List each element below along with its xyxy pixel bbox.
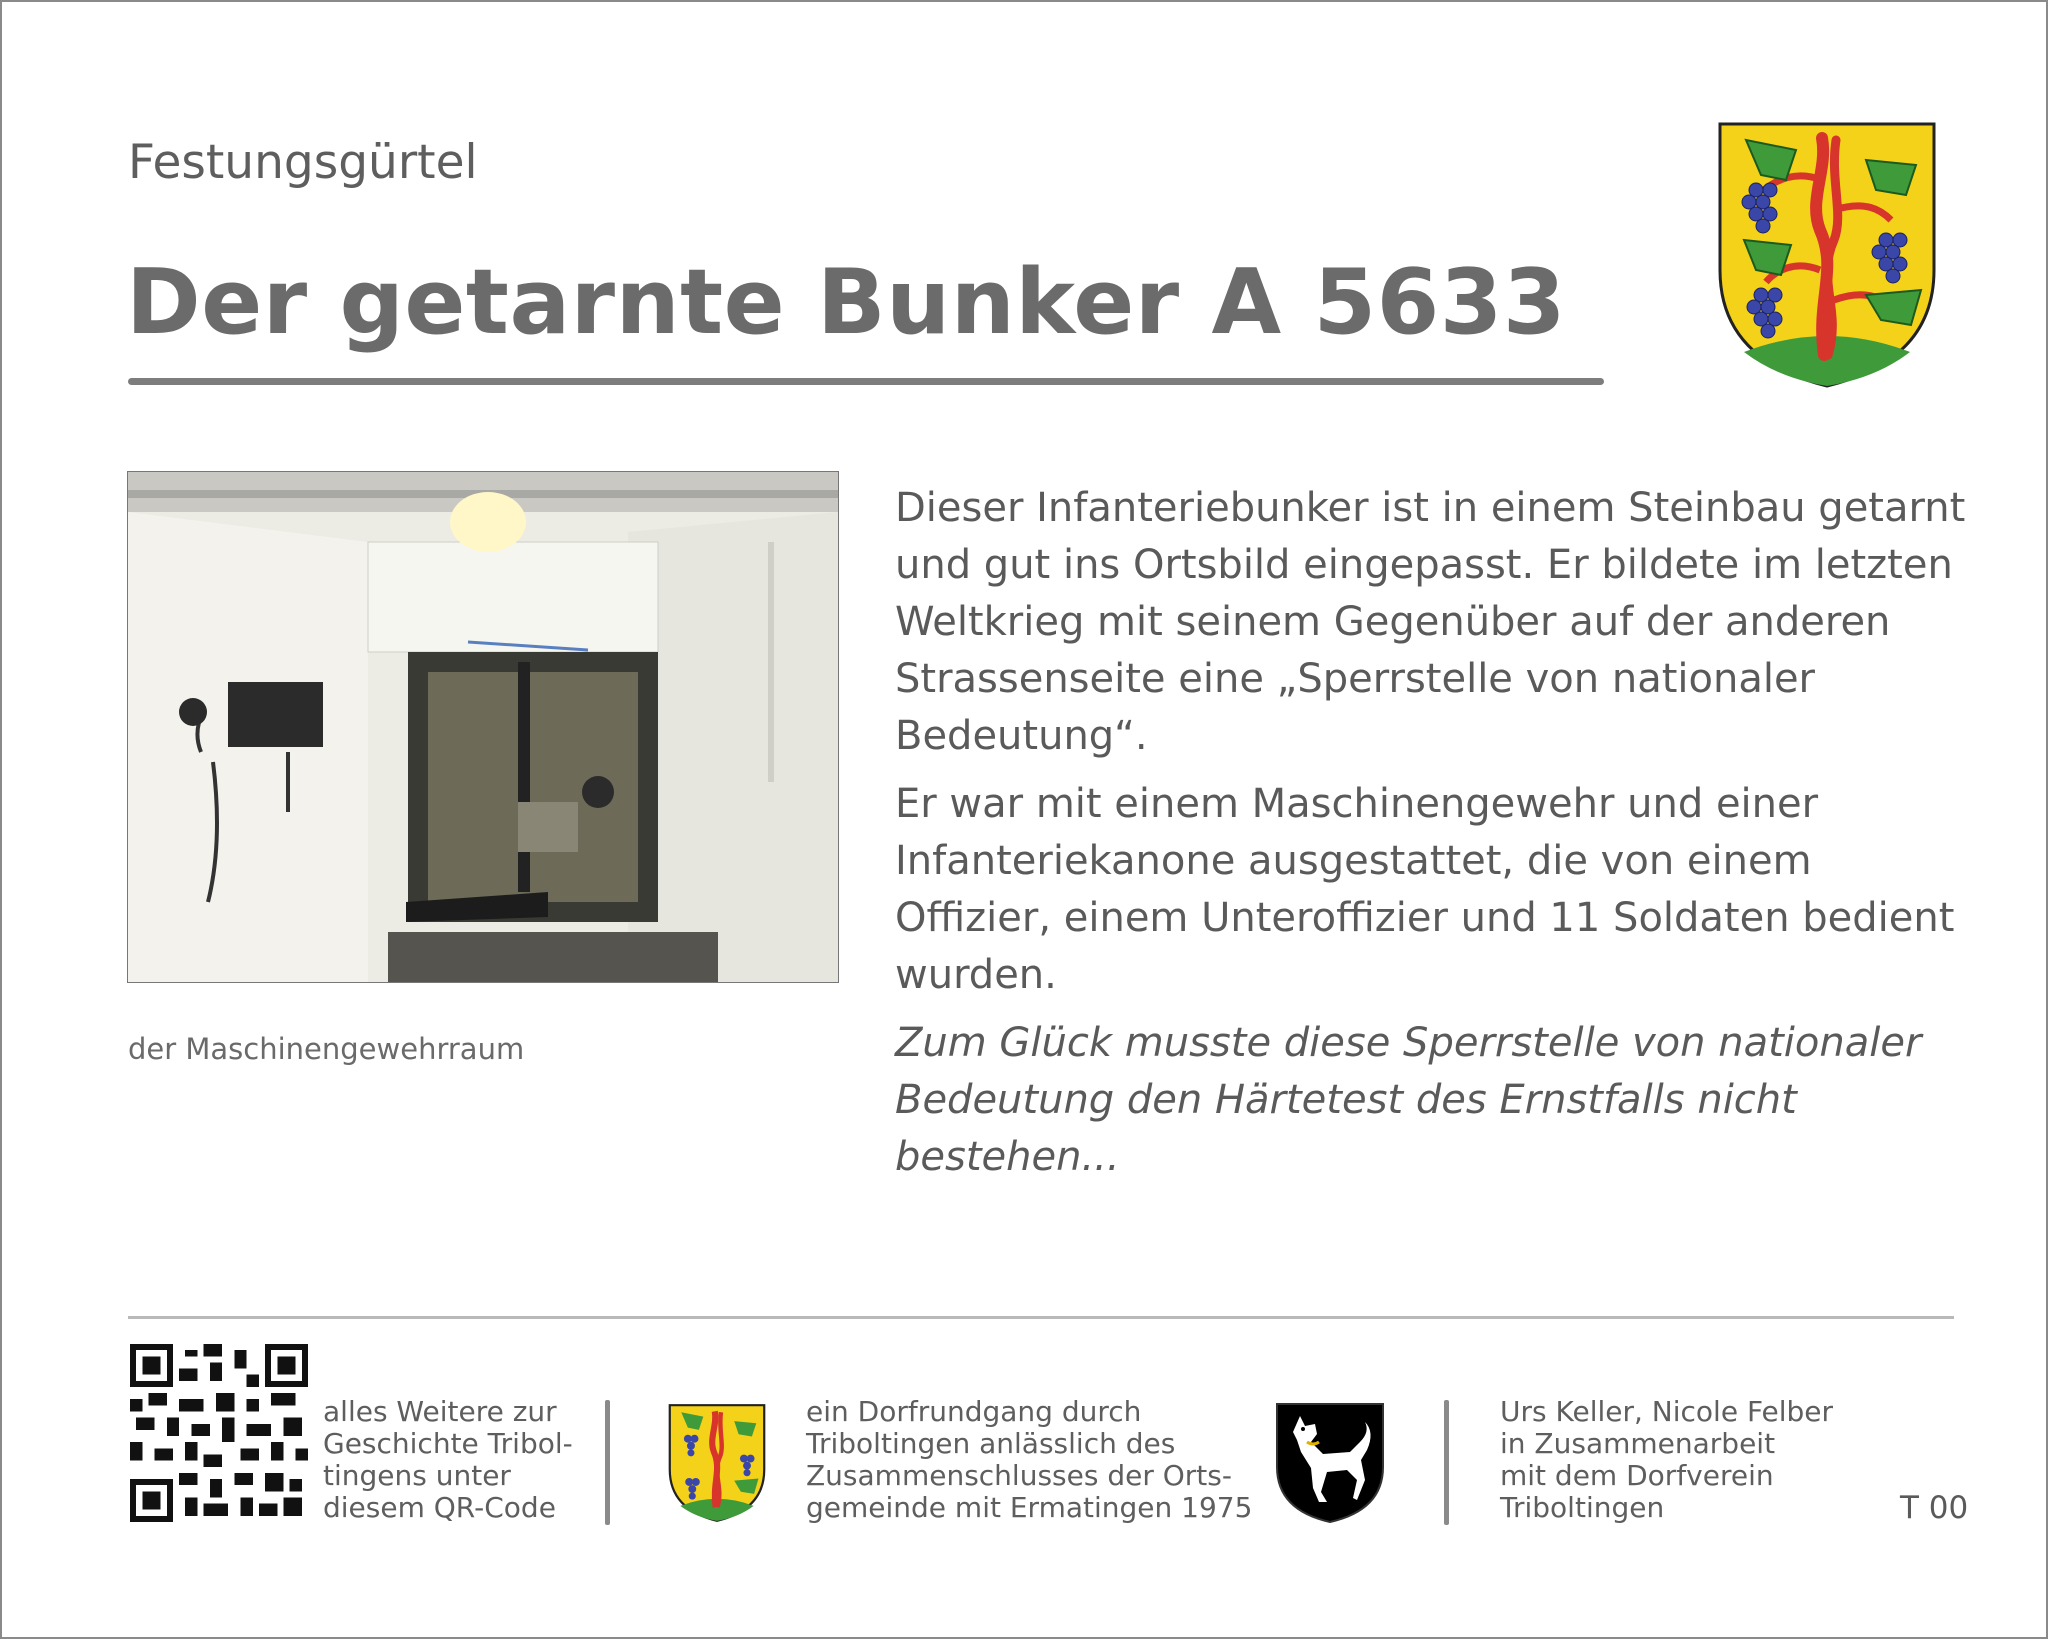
title-divider [128, 378, 1604, 385]
paragraph-1: Dieser Infanteriebunker ist in einem Steinbau getarnt und gut ins Ortsbild eingepasst. Er bildete im letzten Weltkrieg mit seinem Gegenüber auf der anderen Strassenseite eine „Sperrstelle von nationaler Bedeutung“. [895, 485, 1966, 759]
footer-divider [128, 1316, 1954, 1319]
paragraph-3: Zum Glück musste diese Sperrstelle von nationaler Bedeutung den Härtetest des Ernstfalls nicht bestehen... [895, 1020, 1922, 1180]
page-title: Der getarnte Bunker A 5633 [126, 250, 1566, 355]
body-text [895, 480, 1975, 1197]
footer-separator-2 [1444, 1400, 1449, 1525]
qr-text: alles Weitere zur Geschichte Tribol- tingens unter diesem QR-Code [323, 1395, 573, 1524]
credits-text: Urs Keller, Nicole Felber in Zusammenarbeit mit dem Dorfverein Triboltingen [1500, 1395, 1834, 1524]
sign-code: T 00 [1900, 1490, 1969, 1526]
tour-text: ein Dorfrundgang durch Triboltingen anlässlich des Zusammenschlusses der Orts- gemeinde mit Ermatingen 1975 [806, 1395, 1253, 1524]
vine-crest-small-icon [668, 1402, 766, 1524]
footer-separator [605, 1400, 610, 1525]
kicker: Festungsgürtel [128, 135, 478, 190]
paragraph-2: Er war mit einem Maschinengewehr und einer Infanteriekanone ausgestattet, die von einem Offizier, einem Unteroffizier und 11 Soldaten bedient wurden. [895, 781, 1955, 998]
photo-caption: der Maschinengewehrraum [128, 1032, 525, 1066]
qr-code-icon [130, 1344, 308, 1522]
bunker-photo [127, 471, 839, 983]
dog-crest-icon [1275, 1402, 1373, 1524]
vine-crest-icon [1716, 120, 1938, 390]
